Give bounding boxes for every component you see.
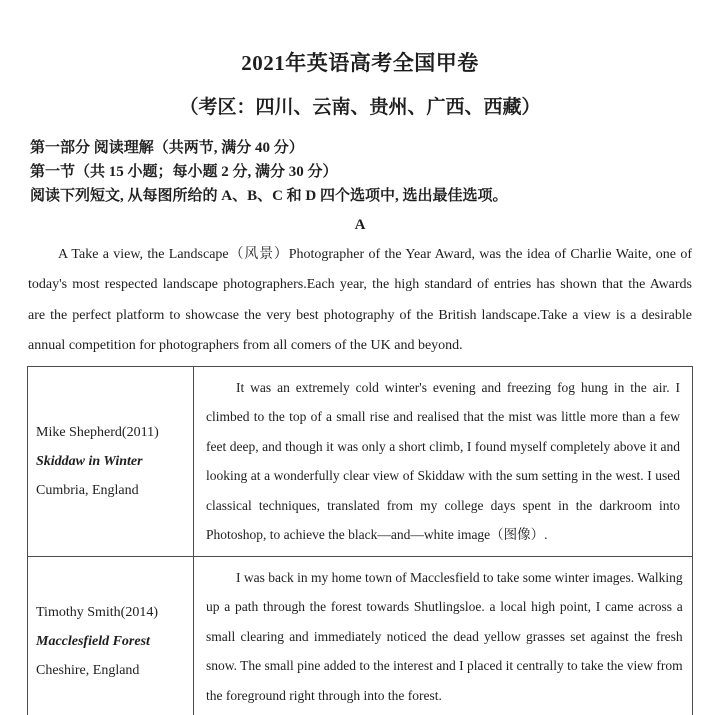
page-title: 2021年英语高考全国甲卷 [241,51,479,75]
description-text-line: classical techniques, translated from my college days spent in the darkroom into [206,497,680,513]
photo-description-cell [194,367,692,556]
photo-title: Macclesfield Forest [36,634,150,650]
intro-text-line: A Take a view, the Landscape（风景）Photographer of the Year Award, was the idea of Charlie Waite, one of [58,247,692,262]
description-text-line: Photoshop, to achieve the black—and—white image（图像）. [206,527,548,543]
instruction-line-directions: 阅读下列短文, 从每图所给的 A、B、C 和 D 四个选项中, 选出最佳选项。 [30,188,508,204]
description-text-line: up a path through the forest towards Shutlingsloe. a local high point, I came across a [206,599,683,615]
passage-intro-paragraph [28,240,692,362]
photographer-name: Mike Shepherd(2011) [36,424,159,440]
photo-title: Skiddaw in Winter [36,453,143,469]
intro-text-line: annual competition for photographers from all comers of the UK and beyond. [28,338,463,354]
instruction-line-part1: 第一部分 阅读理解（共两节, 满分 40 分） [30,140,304,156]
photo-location: Cheshire, England [36,663,140,679]
page-subtitle: （考区：四川、云南、贵州、广西、西藏） [179,97,541,118]
description-text-line: looking at a wonderfully clear view of Skiddaw with the sum setting in the west. I used [206,468,680,484]
instruction-line-section1: 第一节（共 15 小题；每小题 2 分, 满分 30 分） [30,164,338,180]
description-text-line: I was back in my home town of Macclesfield to take some winter images. Walking [236,569,683,585]
description-text-line: It was an extremely cold winter's evening and freezing fog hung in the air. I [236,379,680,395]
table-row-macclesfield [28,556,692,715]
photo-location: Cumbria, England [36,482,139,498]
photo-description-cell [194,557,695,715]
description-text-line: snow. The small pine added to the interest and I placed it centrally to take the view from [206,658,683,674]
passage-a-label: A [354,217,366,233]
description-text-line: the foreground right through into the forest. [206,687,442,703]
description-text-line: climbed to the top of a small rise and realised that the mist was little more than a few [206,409,680,425]
table-row-skiddaw [28,367,692,556]
exam-instructions [30,136,690,208]
description-text-line: feet deep, and though it was only a short climb, I found myself completely above it and [206,438,680,454]
photographer-name: Timothy Smith(2014) [36,605,159,621]
photo-info-cell [28,367,194,556]
intro-text-line: today's most respected landscape photographers.Each year, the high standard of entries has shown that the Awards [28,277,692,293]
photo-info-cell [28,557,194,715]
photo-table [27,366,693,715]
intro-text-line: are the perfect platform to showcase the very best photography of the British landscape.Take a view is a desirable [28,307,692,323]
description-text-line: small clearing and immediately noticed the dead yellow grasses set against the fresh [206,628,683,644]
